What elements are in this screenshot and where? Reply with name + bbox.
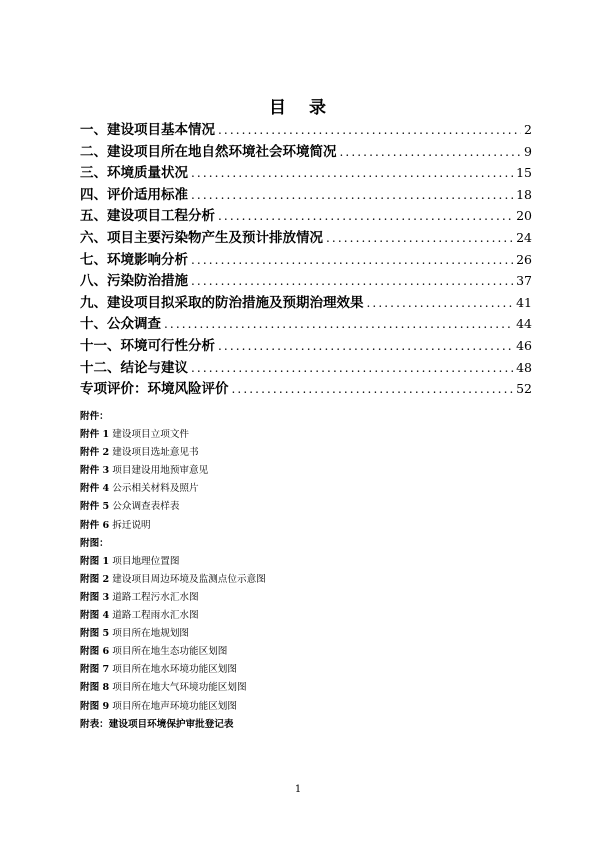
- figure-text: 道路工程雨水汇水图: [109, 610, 199, 622]
- attachment-tag: 附件 3: [80, 465, 110, 477]
- toc-leader-dots: [218, 123, 521, 137]
- toc-leader-dots: [218, 209, 513, 223]
- figure-tag: 附图 9: [80, 700, 110, 712]
- attachment-text: 建设项目选址意见书: [109, 447, 199, 459]
- figure-text: 建设项目周边环境及监测点位示意图: [109, 573, 266, 585]
- toc-entry-label: 十二、结论与建议: [80, 359, 188, 376]
- figure-text: 项目所在地声环境功能区划图: [109, 700, 237, 712]
- toc-entry-page: 15: [516, 165, 532, 181]
- toc-leader-dots: [191, 274, 513, 288]
- toc-entry[interactable]: [80, 377, 532, 399]
- toc-leader-dots: [232, 382, 514, 396]
- toc-entry[interactable]: [80, 226, 532, 248]
- toc-entry[interactable]: [80, 183, 532, 205]
- toc-entry-page: 52: [516, 381, 532, 397]
- attachment-text: 拆迁说明: [109, 519, 151, 531]
- figure-item[interactable]: [80, 698, 532, 716]
- figure-text: 项目所在地大气环境功能区划图: [109, 682, 247, 694]
- attachment-tag: 附件 6: [80, 519, 110, 531]
- attachment-item[interactable]: [80, 480, 532, 498]
- toc-entry-label: 四、评价适用标准: [80, 186, 188, 203]
- toc-entry-page: 18: [516, 186, 532, 202]
- appendix-heading: 附件：: [80, 411, 109, 422]
- figure-item[interactable]: [80, 679, 532, 697]
- attachment-item[interactable]: [80, 426, 532, 444]
- toc-entry-page: 24: [516, 229, 532, 245]
- toc-leader-dots: [191, 188, 513, 202]
- figure-tag: 附图 5: [80, 628, 110, 640]
- toc-title-left: 目: [269, 98, 287, 118]
- toc-leader-dots: [367, 296, 514, 310]
- appendix-heading: 附图：: [80, 537, 109, 549]
- attachment-text: 公示相关材料及照片: [109, 483, 199, 495]
- toc-title-right: 录: [309, 98, 327, 118]
- attachment-text: 建设项目立项文件: [109, 429, 190, 441]
- toc-entry-label: 七、环境影响分析: [80, 251, 188, 268]
- figure-item[interactable]: [80, 571, 532, 589]
- toc-leader-dots: [191, 166, 513, 180]
- toc-entry-page: 26: [516, 251, 532, 267]
- attachment-item[interactable]: [80, 498, 532, 516]
- toc-entry-page: 9: [524, 143, 532, 159]
- toc-entry-label: 九、建设项目拟采取的防治措施及预期治理效果: [80, 294, 364, 311]
- figure-item[interactable]: [80, 643, 532, 661]
- toc-entry[interactable]: [80, 248, 532, 270]
- toc-title: [0, 93, 596, 118]
- toc-entry[interactable]: [80, 140, 532, 162]
- figure-text: 项目所在地规划图: [109, 628, 190, 640]
- toc-entry-page: 37: [516, 273, 532, 289]
- figure-item[interactable]: [80, 625, 532, 643]
- figure-tag: 附图 8: [80, 682, 110, 694]
- toc-leader-dots: [164, 317, 513, 331]
- toc-entry-label: 八、污染防治措施: [80, 273, 188, 290]
- toc-entry-page: 2: [524, 122, 532, 137]
- toc-entry-label: 五、建设项目工程分析: [80, 208, 215, 225]
- figure-tag: 附图 2: [80, 573, 110, 585]
- figure-item[interactable]: [80, 607, 532, 625]
- attachment-tag: 附件 2: [80, 447, 110, 459]
- toc-leader-dots: [191, 361, 513, 375]
- figure-tag: 附图 7: [80, 664, 110, 676]
- figure-text: 项目所在地生态功能区划图: [109, 646, 228, 658]
- page-number: 1: [294, 784, 302, 795]
- figure-tag: 附图 4: [80, 610, 110, 622]
- attachment-item[interactable]: [80, 444, 532, 462]
- figure-item[interactable]: [80, 661, 532, 679]
- toc-entry[interactable]: [80, 161, 532, 183]
- toc-entry[interactable]: [80, 118, 532, 140]
- figure-item[interactable]: [80, 589, 532, 607]
- toc-leader-dots: [191, 253, 513, 267]
- attachment-tag: 附件 4: [80, 483, 110, 495]
- toc-entry-page: 41: [516, 294, 532, 310]
- toc-leader-dots: [340, 145, 522, 159]
- figure-item[interactable]: [80, 553, 532, 571]
- toc-entry-page: 46: [516, 337, 532, 353]
- toc-entry-label: 三、环境质量状况: [80, 165, 188, 182]
- toc-entry-label: 二、建设项目所在地自然环境社会环境简况: [80, 143, 337, 160]
- attachment-text: 项目建设用地预审意见: [109, 465, 209, 477]
- figure-text: 项目地理位置图: [109, 555, 180, 567]
- toc-entry-label: 一、建设项目基本情况: [80, 122, 215, 138]
- appendix-table-note: 附表：建设项目环境保护审批登记表: [80, 718, 234, 730]
- toc-entry[interactable]: [80, 291, 532, 313]
- figure-text: 项目所在地水环境功能区划图: [109, 664, 237, 676]
- toc-entry-label: 专项评价：环境风险评价: [80, 381, 229, 398]
- toc-entry-label: 十一、环境可行性分析: [80, 337, 215, 354]
- toc-entry[interactable]: [80, 312, 532, 334]
- table-of-contents: [80, 118, 532, 399]
- toc-entry-label: 六、项目主要污染物产生及预计排放情况: [80, 229, 323, 246]
- toc-leader-dots: [326, 231, 513, 245]
- toc-entry[interactable]: [80, 204, 532, 226]
- toc-entry[interactable]: [80, 356, 532, 378]
- toc-entry-page: 48: [516, 359, 532, 375]
- attachment-tag: 附件 1: [80, 429, 110, 441]
- toc-entry-page: 44: [516, 316, 532, 332]
- toc-entry-label: 十、公众调查: [80, 316, 161, 333]
- figure-tag: 附图 3: [80, 591, 110, 603]
- figure-tag: 附图 6: [80, 646, 110, 658]
- attachment-tag: 附件 5: [80, 501, 110, 513]
- toc-leader-dots: [218, 339, 513, 353]
- appendix-list: [80, 408, 532, 734]
- toc-entry-page: 20: [516, 208, 532, 224]
- attachment-text: 公众调查表样表: [109, 501, 180, 513]
- figure-tag: 附图 1: [80, 555, 110, 567]
- attachment-item[interactable]: [80, 462, 532, 480]
- toc-entry[interactable]: [80, 269, 532, 291]
- attachment-item[interactable]: [80, 517, 532, 535]
- toc-entry[interactable]: [80, 334, 532, 356]
- figure-text: 道路工程污水汇水图: [109, 591, 199, 603]
